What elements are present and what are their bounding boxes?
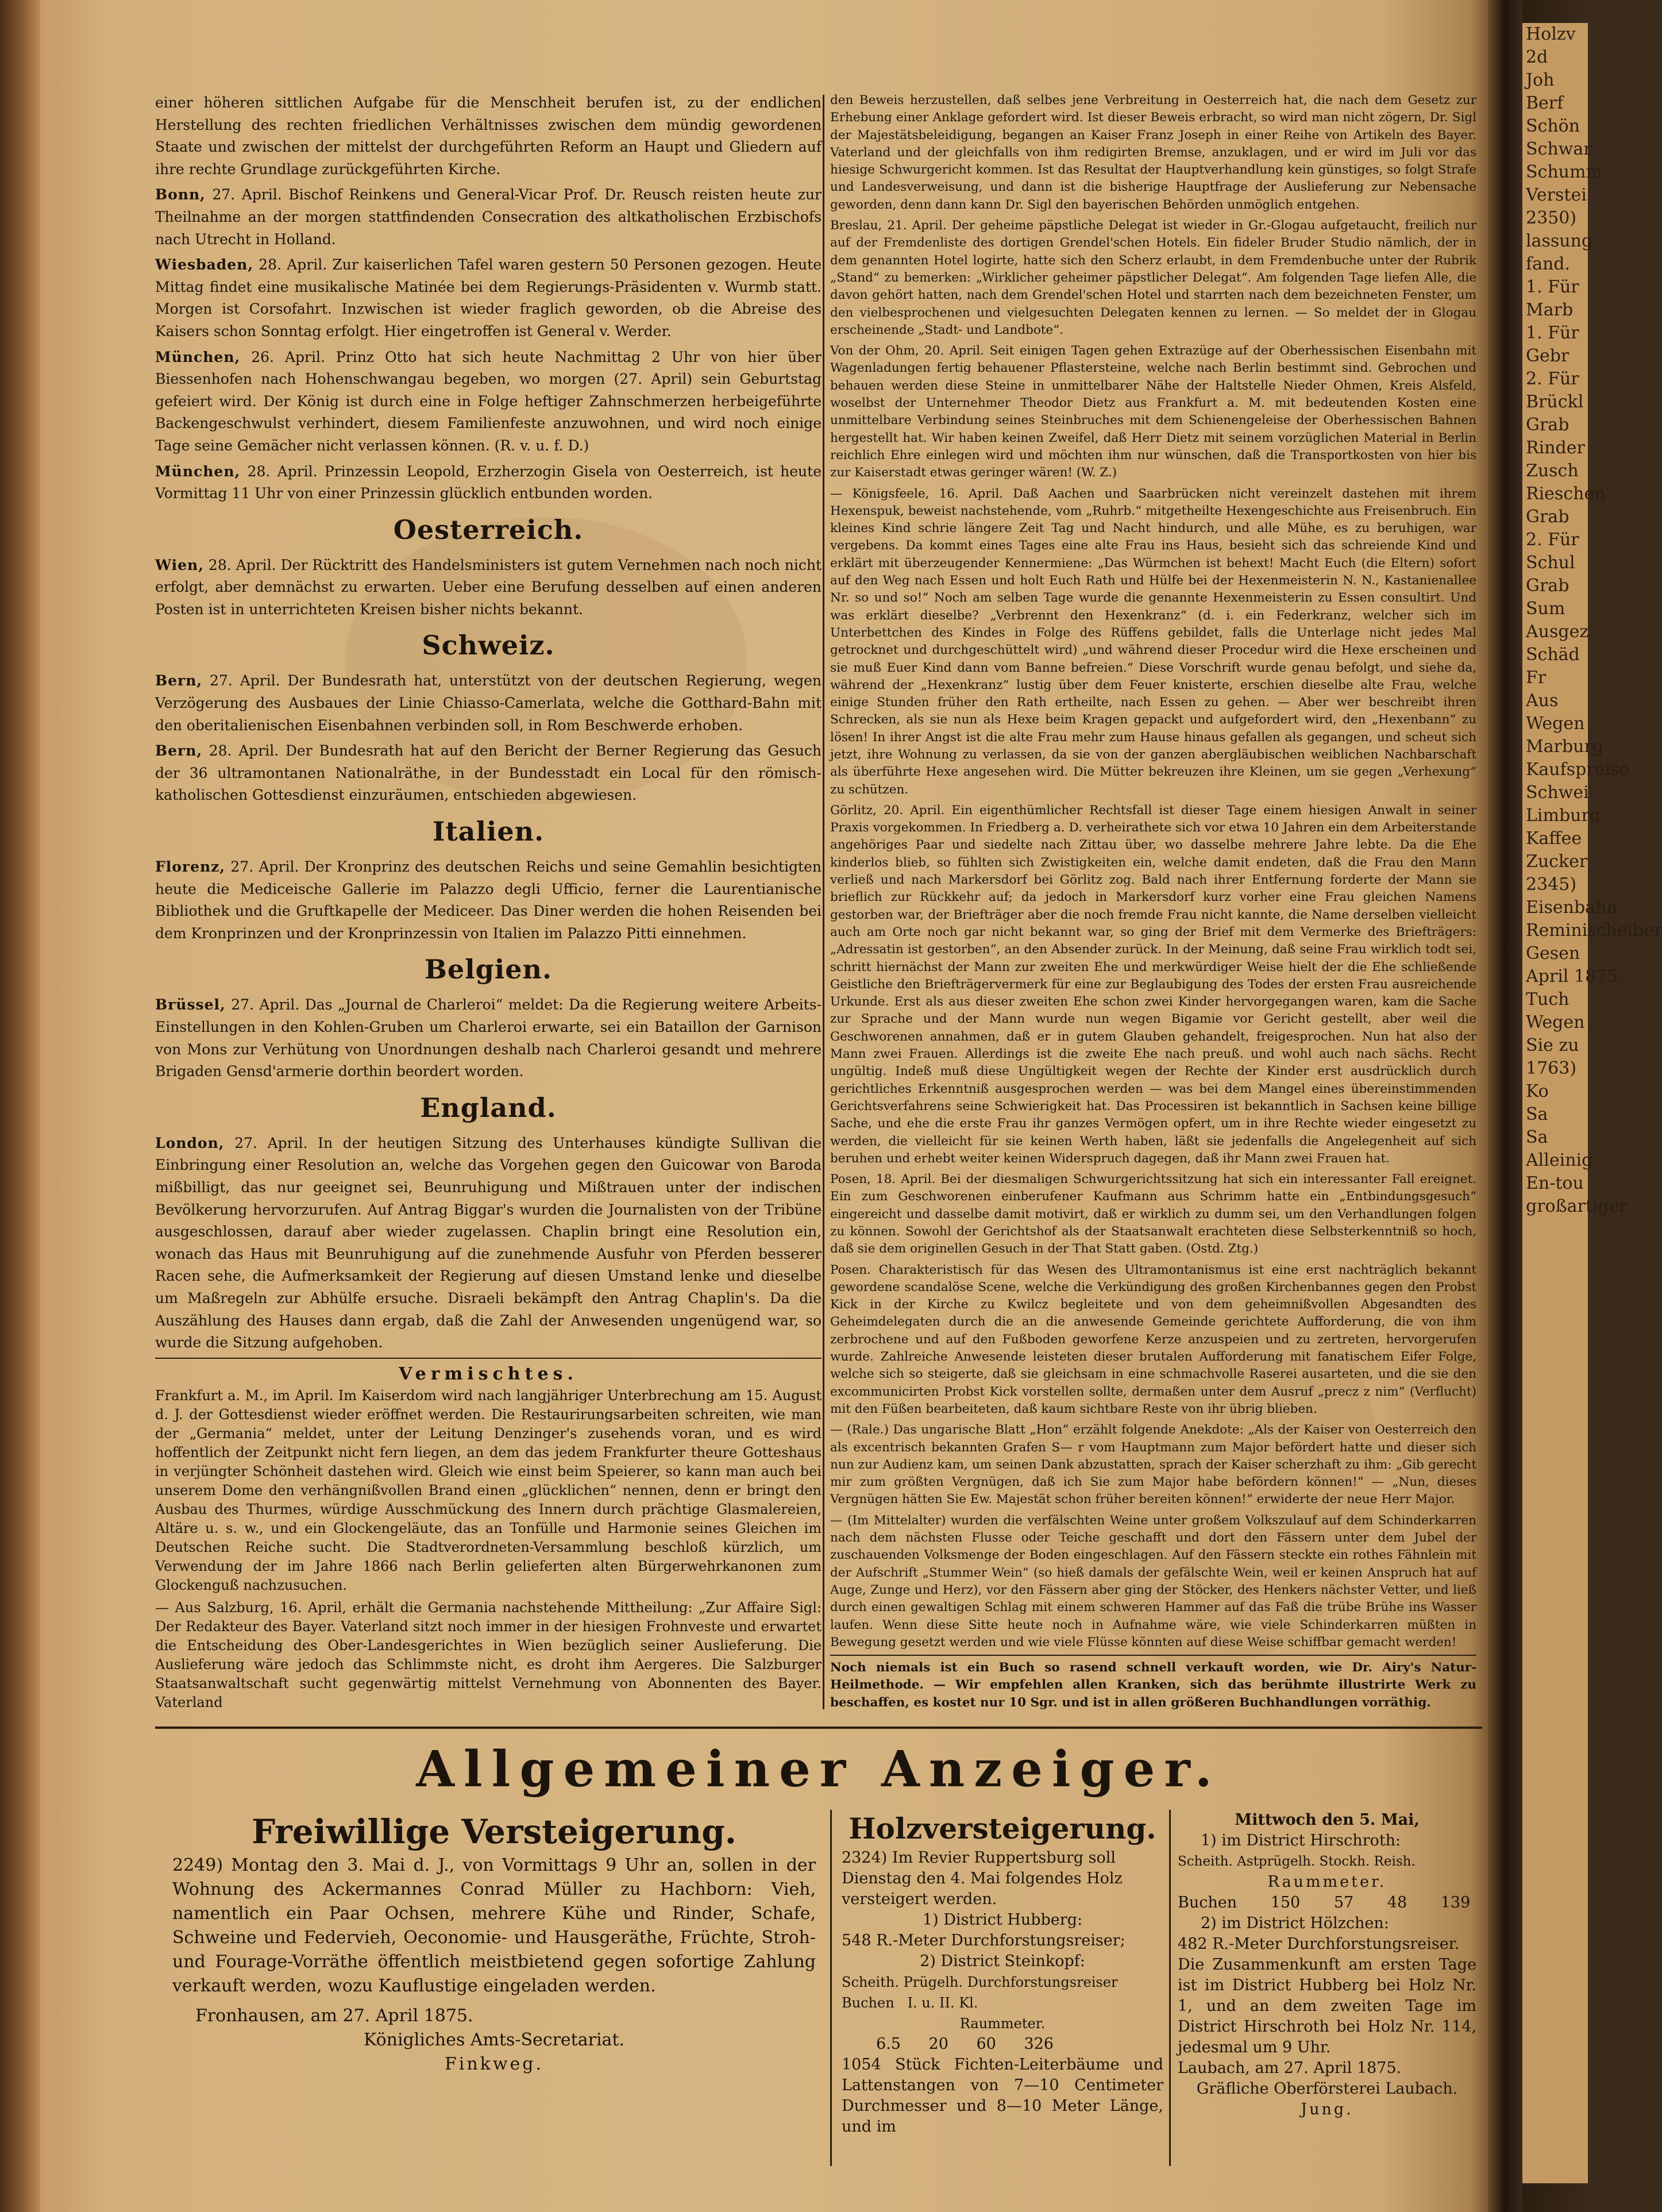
edge-fragment: Schäd bbox=[1526, 645, 1580, 665]
dateline-place: London, bbox=[155, 1134, 225, 1151]
edge-fragment: Wegen bbox=[1526, 1012, 1585, 1032]
edge-fragment: Kaffee bbox=[1526, 828, 1582, 849]
col-header: Scheith. bbox=[1178, 1854, 1233, 1869]
ad-signature: Jung. bbox=[1301, 2101, 1353, 2118]
col-sub: I. u. II. Kl. bbox=[907, 1995, 978, 2011]
news-text: 28. April. Zur kaiserlichen Tafel waren gestern 50 Personen gezogen. Heute Mittag findet eine musikalische Matinée bei dem Regierungs-Präsidenten v. Wurmb statt. Morgen ist Corsofahrt. Inzwischen ist wieder fraglich geworden, ob die Abreise des Kaisers schon Sonntag erfolgt. Hier eingetroffen ist General v. Werder. bbox=[155, 256, 822, 340]
anzeiger-divider bbox=[155, 1727, 1482, 1729]
ad-district: 2) District Steinkopf: bbox=[920, 1952, 1085, 1970]
edge-fragment: Aus bbox=[1526, 691, 1559, 711]
edge-fragment: Ausgez bbox=[1526, 622, 1589, 642]
ad-line: 482 R.-Meter Durchforstungsreiser. bbox=[1178, 1935, 1460, 1953]
ad-date: Laubach, am 27. April 1875. bbox=[1178, 2059, 1402, 2077]
ad-cols bbox=[1178, 1851, 1476, 1872]
ad-body: Die Zusammenkunft am ersten Tage ist im District Hubberg bei Holz Nr. 1, und an dem zweiten Tage im District Hirschroth bei Holz Nr. 114, jedesmal um 9 Uhr. bbox=[1178, 1956, 1476, 2056]
edge-fragment: En-tou bbox=[1526, 1173, 1584, 1193]
value: 150 bbox=[1270, 1894, 1301, 1912]
ad-signature: Finkweg. bbox=[444, 2054, 544, 2074]
edge-fragment: Schön bbox=[1526, 116, 1580, 136]
edge-fragment: Rinder bbox=[1526, 438, 1585, 458]
edge-fragment: Eisenbahn bbox=[1526, 897, 1618, 918]
row-label: Buchen bbox=[842, 1995, 894, 2011]
edge-fragment: Sum bbox=[1526, 599, 1565, 619]
edge-fragment: lassung bbox=[1526, 231, 1593, 251]
ad-intro: 2324) Im Revier Ruppertsburg soll Dienstag den 4. Mai folgendes Holz versteigert werden. bbox=[842, 1849, 1123, 1908]
anzeiger-masthead: Allgemeiner Anzeiger. bbox=[416, 1740, 1221, 1798]
news-item bbox=[155, 254, 822, 342]
ad-line: 548 R.-Meter Durchforstungsreiser; bbox=[842, 1932, 1125, 1949]
left-column bbox=[155, 92, 822, 1716]
value: 20 bbox=[928, 2035, 948, 2053]
col-header: Scheith. bbox=[842, 1974, 899, 1990]
news-text: 28. April. Der Rücktritt des Handelsministers ist gutem Vernehmen nach noch nicht erfolgt, aber demnächst zu erwarten. Ueber eine Berufung desselben auf einen anderen Posten ist in unterrichteten Kreisen bisher nichts bekannt. bbox=[155, 556, 822, 618]
news-item bbox=[155, 346, 822, 457]
news-paragraph: — (Im Mittelalter) wurden die verfälschten Weine unter großem Volkszulauf auf dem Schinderkarren nach dem nächsten Flusse oder Teiche geschafft und dort den Fässern unter dem Jubel der zuschauenden Volksmenge der Boden eingeschlagen. Auf den Fässern steckte ein rothes Fähnlein mit der Aufschrift „Stummer Wein“ (so hieß damals der gefälschte Wein, weil er keinen Anspruch hat auf Auge, Zunge und Herz), vor den Fässern aber ging der Stöcker, des Henkers nächster Vetter, und ließ durch einen gewaltigen Schlag mit einem schweren Hammer auf das Faß die trübe Brühe ins Wasser laufen. Wenn diese Sitte heute noch in Aufnahme wäre, wie viele Schinderkarren müßten in Bewegung gesetzt werden und wie viele Flüsse könnten auf diese Weise schiffbar gemacht werden! bbox=[830, 1513, 1476, 1650]
dateline-place: Wien, bbox=[155, 556, 204, 573]
edge-fragment: Grab bbox=[1526, 576, 1570, 596]
edge-fragment: Limburg bbox=[1526, 806, 1601, 826]
news-text: 28. April. Der Bundesrath hat auf den Bericht der Berner Regierung das Gesuch der 36 ultramontanen Nationalräthe, in der Bundesstadt ein Local für den römisch-katholischen Gottesdienst einzuräumen, entschieden abgewiesen. bbox=[155, 742, 822, 804]
ad-heading: Mittwoch den 5. Mai, bbox=[1235, 1811, 1420, 1829]
news-item bbox=[155, 740, 822, 807]
edge-fragment: 2d bbox=[1526, 47, 1548, 67]
news-paragraph: Breslau, 21. April. Der geheime päpstliche Delegat ist wieder in Gr.-Glogau aufgetaucht, freilich nur auf der Fremdenliste des dortigen Grendel'schen Hotels. Ein fideler Bruder Studio nämlich, der in dem genannten Hotel logirte, hatte sich den Scherz erlaubt, in dem Fremdenbuche unter der Rubrik „Stand“ zu bemerken: „Wirklicher geheimer päpstlicher Delegat“. Am folgenden Tage liefen Alle, die davon gehört hatten, nach dem Grendel'schen Hotel und starrten nach dem bezeichneten Fenster, um den vielbesprochenen und vielgesuchten Delegaten kennen zu lernen. — So meldet der in Glogau erscheinende „Stadt- und Landbote“. bbox=[830, 218, 1476, 337]
col-header: Astprügelh. bbox=[1237, 1854, 1316, 1869]
ad-divider bbox=[830, 1810, 832, 2166]
value: 326 bbox=[1024, 2035, 1054, 2053]
edge-fragment: 1763) bbox=[1526, 1058, 1577, 1078]
col-header: Prügelh. bbox=[903, 1974, 963, 1990]
dateline-place: Bern, bbox=[155, 742, 203, 760]
news-item bbox=[155, 554, 822, 621]
edge-fragment: 2350) bbox=[1526, 208, 1577, 228]
notice-rule bbox=[830, 1655, 1476, 1656]
ad-district: 1) District Hubberg: bbox=[922, 1911, 1083, 1929]
edge-fragment: Schumm bbox=[1526, 162, 1602, 182]
news-text: 27. April. Der Bundesrath hat, unterstützt von der deutschen Regierung, wegen Verzögerung des Ausbaues der Linie Chiasso-Camerlata, welche die Gotthard-Bahn mit den oberitalienischen Eisenbahnen verbinden soll, in Rom Beschwerde erhoben. bbox=[155, 672, 822, 734]
ad-unit: Raummeter. bbox=[1267, 1873, 1387, 1891]
ad-table-sub bbox=[842, 1993, 1163, 2013]
value: 139 bbox=[1440, 1894, 1471, 1912]
edge-fragment: Zusch bbox=[1526, 461, 1579, 481]
ad-freiwillige-versteigerung bbox=[172, 1810, 816, 2076]
row-label: Buchen bbox=[1178, 1894, 1237, 1912]
ad-divider bbox=[1169, 1810, 1171, 2166]
ad-date: Fronhausen, am 27. April 1875. bbox=[195, 2006, 473, 2026]
edge-fragment: Zucker bbox=[1526, 851, 1588, 872]
edge-fragment: Rieschen bbox=[1526, 484, 1606, 504]
section-heading: Schweiz. bbox=[422, 630, 555, 661]
ad-office: Gräfliche Oberförsterei Laubach. bbox=[1196, 2080, 1458, 2098]
news-paragraph: Von der Ohm, 20. April. Seit einigen Tagen gehen Extrazüge auf der Oberhessischen Eisenbahn mit Wagenladungen fertig behauener Pflastersteine, welche nach Berlin bestimmt sind. Gebrochen und behauen werden diese Steine in unmittelbarer Nähe der Haltstelle Nieder Ohmen, Kreis Alsfeld, woselbst der Unternehmer Theodor Dietz aus Frankfurt a. M. mit bedeutenden Kosten eine unmittelbare Verbindung seines Steinbruches mit dem Schienengeleise der Oberhessischen Bahnen hergestellt hat. Wir haben keinen Zweifel, daß Herr Dietz mit seinem vorzüglichen Material in Berlin reichlich Ehre einlegen wird und möchten ihm nur wünschen, daß die Transportkosten von hier bis zur Kaiserstadt etwas geringer wären! (W. Z.) bbox=[830, 344, 1476, 480]
column-divider bbox=[823, 95, 824, 1709]
section-heading: Oesterreich. bbox=[393, 514, 584, 545]
ad-line: 1054 Stück Fichten-Leiterbäume und Lattenstangen von 7—10 Centimeter Durchmesser und 8—10 Meter Länge, und im bbox=[842, 2056, 1163, 2136]
edge-fragment: Verstei bbox=[1526, 185, 1587, 205]
news-paragraph: — Königsfeele, 16. April. Daß Aachen und Saarbrücken nicht vereinzelt dastehen mit ihrem Hexenspuk, beweist nachstehende, vom „Ruhrb.“ mitgetheilte Hexengeschichte aus Freisenbruch. Ein kleines Kind schrie längere Zeit Tag und Nacht hindurch, und alle Mühe, es zu beruhigen, war vergebens. Da kommt eines Tages eine alte Frau ins Haus, besieht sich das schreiende Kind und erklärt mit überzeugender Kennermiene: „Das Würmchen ist behext! Macht Euch (die Eltern) sofort auf den Weg nach Essen und holt Euch Rath und Hülfe bei der Hexenmeisterin N. N., Kastanienallee Nr. so und so!“ Noch am selben Tage wurde die genannte Hexenmeisterin zu Essen consultirt. Und was erklärt dieselbe? „Verbrennt den Hexenkranz“ (d. i. ein Federkranz, welcher sich im Unterbettchen des Kindes in Folge des Rüffens gebildet, falls die Unterlage nicht jedes Mal getrocknet und durchgeschüttelt wird) „und während dieser Procedur wird die Hexe erscheinen und sie muß Euer Kind dann vom Banne befreien.“ Diese Vorschrift wurde genau befolgt, und siehe da, während der „Hexenkranz“ lustig über dem Feuer knisterte, erschien dieselbe alte Frau, welche einige Stunden früher den Rath ertheilte, nach Essen zu gehen. — Aber wer beschreibt ihren Schrecken, als sie nun als Hexe beim Kragen gepackt und aufgefordert wird, den „Hexenbann“ zu lösen! In ihrer Angst ist die alte Frau mehr zum Hause hinaus gefallen als gegangen, und scheut sich jetzt, ihre Wohnung zu verlassen, da sie von der ganzen abergläubischen weiblichen Nachbarschaft als überführte Hexe angesehen wird. Die Mütter bekreuzen ihre Kleinen, um sie gegen „Verhexung“ zu schützen. bbox=[830, 486, 1476, 797]
edge-fragment: 2. Für bbox=[1526, 369, 1579, 389]
news-item bbox=[155, 1132, 822, 1354]
edge-fragment: Tuch bbox=[1526, 989, 1570, 1009]
edge-fragment: 1. Für bbox=[1526, 323, 1579, 343]
edge-fragment: Berf bbox=[1526, 93, 1564, 113]
edge-fragment: Sa bbox=[1526, 1104, 1548, 1124]
news-text: 27. April. Der Kronprinz des deutschen Reichs und seine Gemahlin besichtigten heute die Mediceische Gallerie im Palazzo degli Ufficio, ferner die Laurentianische Bibliothek und die Gruftkapelle der Mediceer. Das Diner werden die hohen Reisenden bei dem Kronprinzen und der Kronprinzessin von Italien im Palazzo Pitti einnehmen. bbox=[155, 858, 822, 942]
news-item bbox=[155, 856, 822, 945]
news-text: 28. April. Prinzessin Leopold, Erzherzogin Gisela von Oesterreich, ist heute Vormittag 11 Uhr von einer Prinzessin glücklich entbunden worden. bbox=[155, 463, 822, 502]
news-paragraph: — (Rale.) Das ungarische Blatt „Hon“ erzählt folgende Anekdote: „Als der Kaiser von Oesterreich den als excentrisch bekannten Grafen S— r vom Hauptmann zum Major befördert hatte und dieser sich nun zur Audienz kam, um seinen Dank abzustatten, sprach der Kaiser scherzhaft zu ihm: „Gib gerecht mir zum größten Vergnügen, daß ich Sie zum Major habe befördern können!“ — „Nun, dieses Vergnügen hätten Sie Ew. Majestät schon früher bereiten können!“ erwiderte der neue Herr Major. bbox=[830, 1423, 1476, 1507]
vermischtes-item: Frankfurt a. M., im April. Im Kaiserdom wird nach langjähriger Unterbrechung am 15. August d. J. der Gottesdienst wieder eröffnet werden. Die Restaurirungsarbeiten schreiten, wie man der „Germania“ meldet, unter der Leitung Denzinger's zusehends voran, und es wird hoffentlich der Zeitpunkt nicht fern liegen, an dem das jedem Frankfurter theure Gotteshaus in verjüngter Schönheit dastehen wird. Gleich wie einst beim Speierer, so kann man auch bei unserem Dome den verhängnißvollen Brand einen „glücklichen“ nennen, denn er bringt den Ausbau des Thurmes, würdige Ausschmückung des Innern durch prächtige Glasmalereien, Altäre u. s. w., und ein Glockengeläute, das an Tonfülle und Harmonie seines Gleichen im Deutschen Reiche sucht. Die Stadtverordneten-Versammlung beschloß kürzlich, um Verwendung der im Jahre 1866 nach Berlin gelieferten alten Bürgerwehrkanonen zum Glockenguß nachzusuchen. bbox=[155, 1387, 822, 1593]
news-text: einer höheren sittlichen Aufgabe für die Menschheit berufen ist, zu der endlichen Herstellung des rechten friedlichen Verhältnisses zwischen dem mündig gewordenen Staate und zwischen der mittelst der durchgeführten Reform an Haupt und Gliedern auf ihre rechte Grundlage zurückgeführten Kirche. bbox=[155, 94, 822, 178]
ad-title: Holzversteigerung. bbox=[849, 1812, 1156, 1845]
news-item bbox=[155, 994, 822, 1082]
ad-values bbox=[842, 2034, 1163, 2055]
news-text: 27. April. Das „Journal de Charleroi“ meldet: Da die Regierung weitere Arbeits-Einstellungen in den Kohlen-Gruben um Charleroi erwarte, sei ein Bataillon der Garnison von Mons zur Verhütung von Unordnungen deshalb nach Charleroi gesandt und mehrere Brigaden Gensd'armerie dorthin beordert worden. bbox=[155, 996, 822, 1080]
col-header: Stockh. bbox=[1319, 1854, 1370, 1869]
vermischtes-item: — Aus Salzburg, 16. April, erhält die Germania nachstehende Mittheilung: „Zur Affaire Sigl: Der Redakteur des Bayer. Vaterland sitzt noch immer in der hiesigen Frohnveste und erwartet die Entscheidung des Ober-Landesgerichtes in Wien bezüglich seiner Auslieferung. Die Auslieferung wäre jedoch das Schlimmste nicht, es droht ihm Aergeres. Die Salzburger Staatsanwaltschaft sucht gegenwärtig mittelst Vernehmung von Abonnenten des Bayer. Vaterland bbox=[155, 1599, 822, 1710]
edge-fragment: Grab bbox=[1526, 415, 1570, 435]
edge-fragment: Ko bbox=[1526, 1081, 1549, 1101]
edge-fragment: großartiger bbox=[1526, 1196, 1628, 1216]
news-item bbox=[155, 92, 822, 180]
edge-fragment: Holzv bbox=[1526, 24, 1576, 44]
section-heading: England. bbox=[420, 1092, 557, 1123]
dateline-place: Florenz, bbox=[155, 858, 226, 876]
ad-title: Freiwillige Versteigerung. bbox=[252, 1812, 736, 1851]
dateline-place: Bern, bbox=[155, 672, 203, 689]
dateline-place: München, bbox=[155, 463, 241, 480]
col-header: Durchforstungsreiser bbox=[967, 1974, 1118, 1990]
edge-fragment: Brückl bbox=[1526, 392, 1584, 412]
vermischtes-rule bbox=[155, 1358, 822, 1359]
edge-fragment: Alleinig bbox=[1526, 1150, 1593, 1170]
book-notice: Noch niemals ist ein Buch so rasend schnell verkauft worden, wie Dr. Airy's Natur-Heilmethode. — Wir empfehlen allen Kranken, sich das berühmte illustrirte Werk zu beschaffen, es kostet nur 10 Sgr. und ist in allen größeren Buchhandlungen vorräthig. bbox=[830, 1660, 1476, 1710]
edge-fragment: Sa bbox=[1526, 1127, 1548, 1147]
ad-body: 2249) Montag den 3. Mai d. J., von Vormittags 9 Uhr an, sollen in der Wohnung des Ackermannes Conrad Müller zu Hachborn: Vieh, namentlich ein Paar Ochsen, mehrere Kühe und Rinder, Schafe, Schweine und Federvieh, Oeconomie- und Hausgeräthe, Früchte, Stroh- und Fourage-Vorräthe öffentlich meistbietend gegen sofortige Zahlung verkauft werden, wozu Kauflustige eingeladen werden. bbox=[172, 1855, 816, 1996]
edge-fragment: Reminischeiber bbox=[1526, 920, 1662, 941]
col-header: Reish. bbox=[1374, 1854, 1416, 1869]
edge-fragment: 1. Für bbox=[1526, 277, 1579, 297]
news-paragraph: Posen, 18. April. Bei der diesmaligen Schwurgerichtssitzung hat sich ein interessanter Fall ereignet. Ein zum Geschworenen einberufener Kaufmann aus Schrimm hatte ein „Entbindungsgesuch“ eingereicht und dasselbe damit motivirt, daß er wirklich zu dumm sei, um den Verhandlungen folgen zu können. Sowohl der Gerichtshof als der Staatsanwalt erachteten diese Selbsterkenntniß so hoch, daß sie dem originellen Gesuch in der That Statt gaben. (Ostd. Ztg.) bbox=[830, 1172, 1476, 1257]
dateline-place: Bonn, bbox=[155, 186, 206, 203]
ad-unit: Raummeter. bbox=[959, 2016, 1046, 2032]
news-item bbox=[155, 461, 822, 505]
news-paragraph: Posen. Charakteristisch für das Wesen des Ultramontanismus ist eine erst nachträglich bekannt gewordene scandalöse Scene, welche die Verkündigung des großen Kirchenbannes gegen den Probst Kick in der Kirche zu Kwilcz begleitete und von dem geheimnißvollen Abgesandten des Geheimdelegaten durch die an die anwesende Gemeinde gerichtete Aufforderung, die von ihm zerbrochene und auf den Fußboden geworfene Kerze anzuspeien und zu zertreten, hervorgerufen wurde. Zahlreiche Anwesende leisteten dieser brutalen Aufforderung mit fanatischem Eifer Folge, welche sich so steigerte, daß sie gleichsam in eine schmachvolle Raserei ausarteten, und die sie den excommunicirten Probst Kick vorstellen sollte, dermaßen unter dem Ausruf „precz z nim“ (Verflucht) mit den Füßen bearbeiteten, daß kaum sichtbare Reste von ihr übrig blieben. bbox=[830, 1262, 1476, 1416]
edge-fragment: April 1875. bbox=[1526, 966, 1624, 986]
edge-fragment: Gesen bbox=[1526, 943, 1580, 964]
edge-fragment: 2. Für bbox=[1526, 530, 1579, 550]
ad-district: 2) im District Hölzchen: bbox=[1201, 1914, 1389, 1932]
section-heading: Italien. bbox=[432, 816, 545, 847]
ad-table-header bbox=[842, 1972, 1163, 1993]
ad-holzversteigerung bbox=[842, 1810, 1163, 2137]
ad-district: 1) im District Hirschroth: bbox=[1201, 1832, 1401, 1849]
edge-fragment: Kaufspreise bbox=[1526, 760, 1630, 780]
section-heading: Belgien. bbox=[425, 954, 552, 985]
vermischtes-heading: Vermischtes. bbox=[399, 1363, 578, 1384]
edge-fragment: 2345) bbox=[1526, 874, 1577, 895]
dateline-place: Wiesbaden, bbox=[155, 256, 254, 273]
news-text: 27. April. In der heutigen Sitzung des Unterhauses kündigte Sullivan die Einbringung einer Resolution an, welche das Vorgehen gegen den Guicowar von Baroda mißbilligt, das nur geeignet sei, Beunruhigung und Mißtrauen unter der indischen Bevölkerung hervorzurufen. Auf Antrag Biggar's wurden die Journalisten von der Tribüne ausgeschlossen, darauf aber wieder zugelassen. Chaplin bringt eine Resolution ein, wonach das Haus mit Beunruhigung auf die zunehmende Ausfuhr von Pferden besserer Racen sehe, die Aufmerksamkeit der Regierung auf diesen Umstand lenke und dieselbe um Maßregeln zur Abhülfe ersuche. Disraeli bekämpft den Antrag Chaplin's. Da die Auszählung des Hauses dann ergab, daß die Zahl der Anwesenden ungenügend war, so wurde die Sitzung aufgehoben. bbox=[155, 1134, 822, 1351]
dateline-place: Brüssel, bbox=[155, 996, 226, 1013]
ad-values bbox=[1178, 1893, 1476, 1913]
edge-fragment: Wegen bbox=[1526, 714, 1585, 734]
news-text: 27. April. Bischof Reinkens und General-Vicar Prof. Dr. Reusch reisten heute zur Theilnahme an der morgen stattfindenden Consecration des altkatholischen Erzbischofs nach Utrecht in Holland. bbox=[155, 186, 822, 248]
news-paragraph: den Beweis herzustellen, daß selbes jene Verbreitung in Oesterreich hat, die nach dem Gesetz zur Erhebung einer Anklage gefordert wird. Ist dieser Beweis erbracht, so wird man nicht zögern, Dr. Sigl der Majestätsbeleidigung, begangen an Kaiser Franz Joseph in einer Reihe von Artikeln des Bayer. Vaterland und der gleichfalls von ihm redigirten Bremse, anzuklagen, und er wird im Juli vor das hiesige Schwurgericht kommen. Ist das Resultat der Hauptverhandlung kein günstiges, so folgt Strafe und Landesverweisung, und dann ist die bisherige Hauptfrage der Auslieferung zur Nebensache geworden, denn dann kann Dr. Sigl den bayerischen Behörden unmöglich entgehen. bbox=[830, 93, 1476, 212]
edge-fragment: Schul bbox=[1526, 553, 1575, 573]
edge-fragment: Joh bbox=[1526, 70, 1555, 90]
news-item bbox=[155, 670, 822, 737]
ad-holzversteigerung-cont bbox=[1178, 1810, 1476, 2120]
edge-fragment: Schwar bbox=[1526, 139, 1592, 159]
edge-fragment: Fr bbox=[1526, 668, 1547, 688]
right-column bbox=[830, 92, 1476, 1715]
ad-office: Königliches Amts-Secretariat. bbox=[363, 2030, 625, 2050]
edge-fragment: Marb bbox=[1526, 300, 1574, 320]
book-spine bbox=[0, 0, 40, 2212]
news-paragraph: Görlitz, 20. April. Ein eigenthümlicher Rechtsfall ist dieser Tage einem hiesigen Anwalt in seiner Praxis vorgekommen. In Friedberg a. D. verheirathete sich vor etwa 10 Jahren ein dem Arbeiterstande angehöriges Paar und siedelte nach Zittau über, wo dasselbe mehrere Jahre lebte. Da die Ehe kinderlos blieb, so fühlten sich Zwistigkeiten ein, welche damit endeten, daß die Frau den Mann verließ und nach Markersdorf bei Görlitz zog. Bald nach ihrer Entfernung forderte der Mann sie brieflich zur Rückkehr auf; da jedoch in Markersdorf kurz vorher eine Frau gleichen Namens gestorben war, der Briefträger aber die noch fremde Frau nicht kannte, die Name derselben vielleicht auch am Orte noch gar nicht bekannt war, so ging der Brief mit dem Vermerke des Briefträgers: „Adressatin ist gestorben“, an den Absender zurück. In der Meinung, daß seine Frau wirklich todt sei, schritt hiernächst der Mann zur zweiten Ehe und merkwürdiger Weise hielt der die Ehe schließende Geistliche den Briefträgervermerk für eine zur Beglaubigung des Todes der ersten Frau ausreichende Urkunde. Erst als aus dieser zweiten Ehe schon zwei Kinder hervorgegangen waren, kam die Sache zur Sprache und der Mann wurde nun wegen Bigamie vor Gericht gestellt, aber weil die Geschworenen annahmen, daß er in gutem Glauben gehandelt, freigesprochen. Nun hat also der Mann zwei Frauen. Allerdings ist die zweite Ehe nach preuß. und wohl auch nach sächs. Recht ungültig. Indeß muß diese Ungültigkeit wegen der Rechte der Kinder erst ausdrücklich durch gerichtliches Erkenntniß ausgesprochen werden — was bei dem Mangel eines übereinstimmenden Gerichtsverfahrens seine Schwierigkeit hat. Das Processiren ist bekanntlich in Sachsen keine billige Sache, und ehe die erste Frau ihr ganzes Vermögen opfert, um in ihre Rechte wieder eingesetzt zu werden, die vielleicht für sie keinen Werth haben, läßt sie jedenfalls die Angelegenheit auf sich beruhen und erhebt weiter keinen Widerspruch dagegen, daß ihr Mann zwei Frauen hat. bbox=[830, 803, 1476, 1166]
page-gutter bbox=[1488, 0, 1522, 2212]
news-item bbox=[155, 184, 822, 251]
edge-fragment: Gebr bbox=[1526, 346, 1570, 366]
next-page-edge bbox=[1522, 23, 1662, 2183]
edge-fragment: Marburg bbox=[1526, 737, 1604, 757]
value: 48 bbox=[1387, 1894, 1408, 1912]
edge-fragment: Schwei bbox=[1526, 783, 1589, 803]
value: 6.5 bbox=[876, 2035, 901, 2053]
edge-fragment: Grab bbox=[1526, 507, 1570, 527]
edge-fragment: Sie zu bbox=[1526, 1035, 1579, 1055]
value: 60 bbox=[976, 2035, 996, 2053]
news-text: 26. April. Prinz Otto hat sich heute Nachmittag 2 Uhr von hier über Biessenhofen nach Hohenschwangau begeben, wo morgen (27. April) sein Geburtstag gefeiert wird. Der König ist durch eine in Folge heftiger Zahnschmerzen herbeigeführte Backengeschwulst verhindert, diesem Familienfeste anzuwohnen, und wird noch einige Tage seine Gemächer nicht verlassen können. (R. v. u. f. D.) bbox=[155, 348, 822, 454]
value: 57 bbox=[1333, 1894, 1354, 1912]
edge-fragment: fand. bbox=[1526, 254, 1571, 274]
dateline-place: München, bbox=[155, 348, 241, 365]
